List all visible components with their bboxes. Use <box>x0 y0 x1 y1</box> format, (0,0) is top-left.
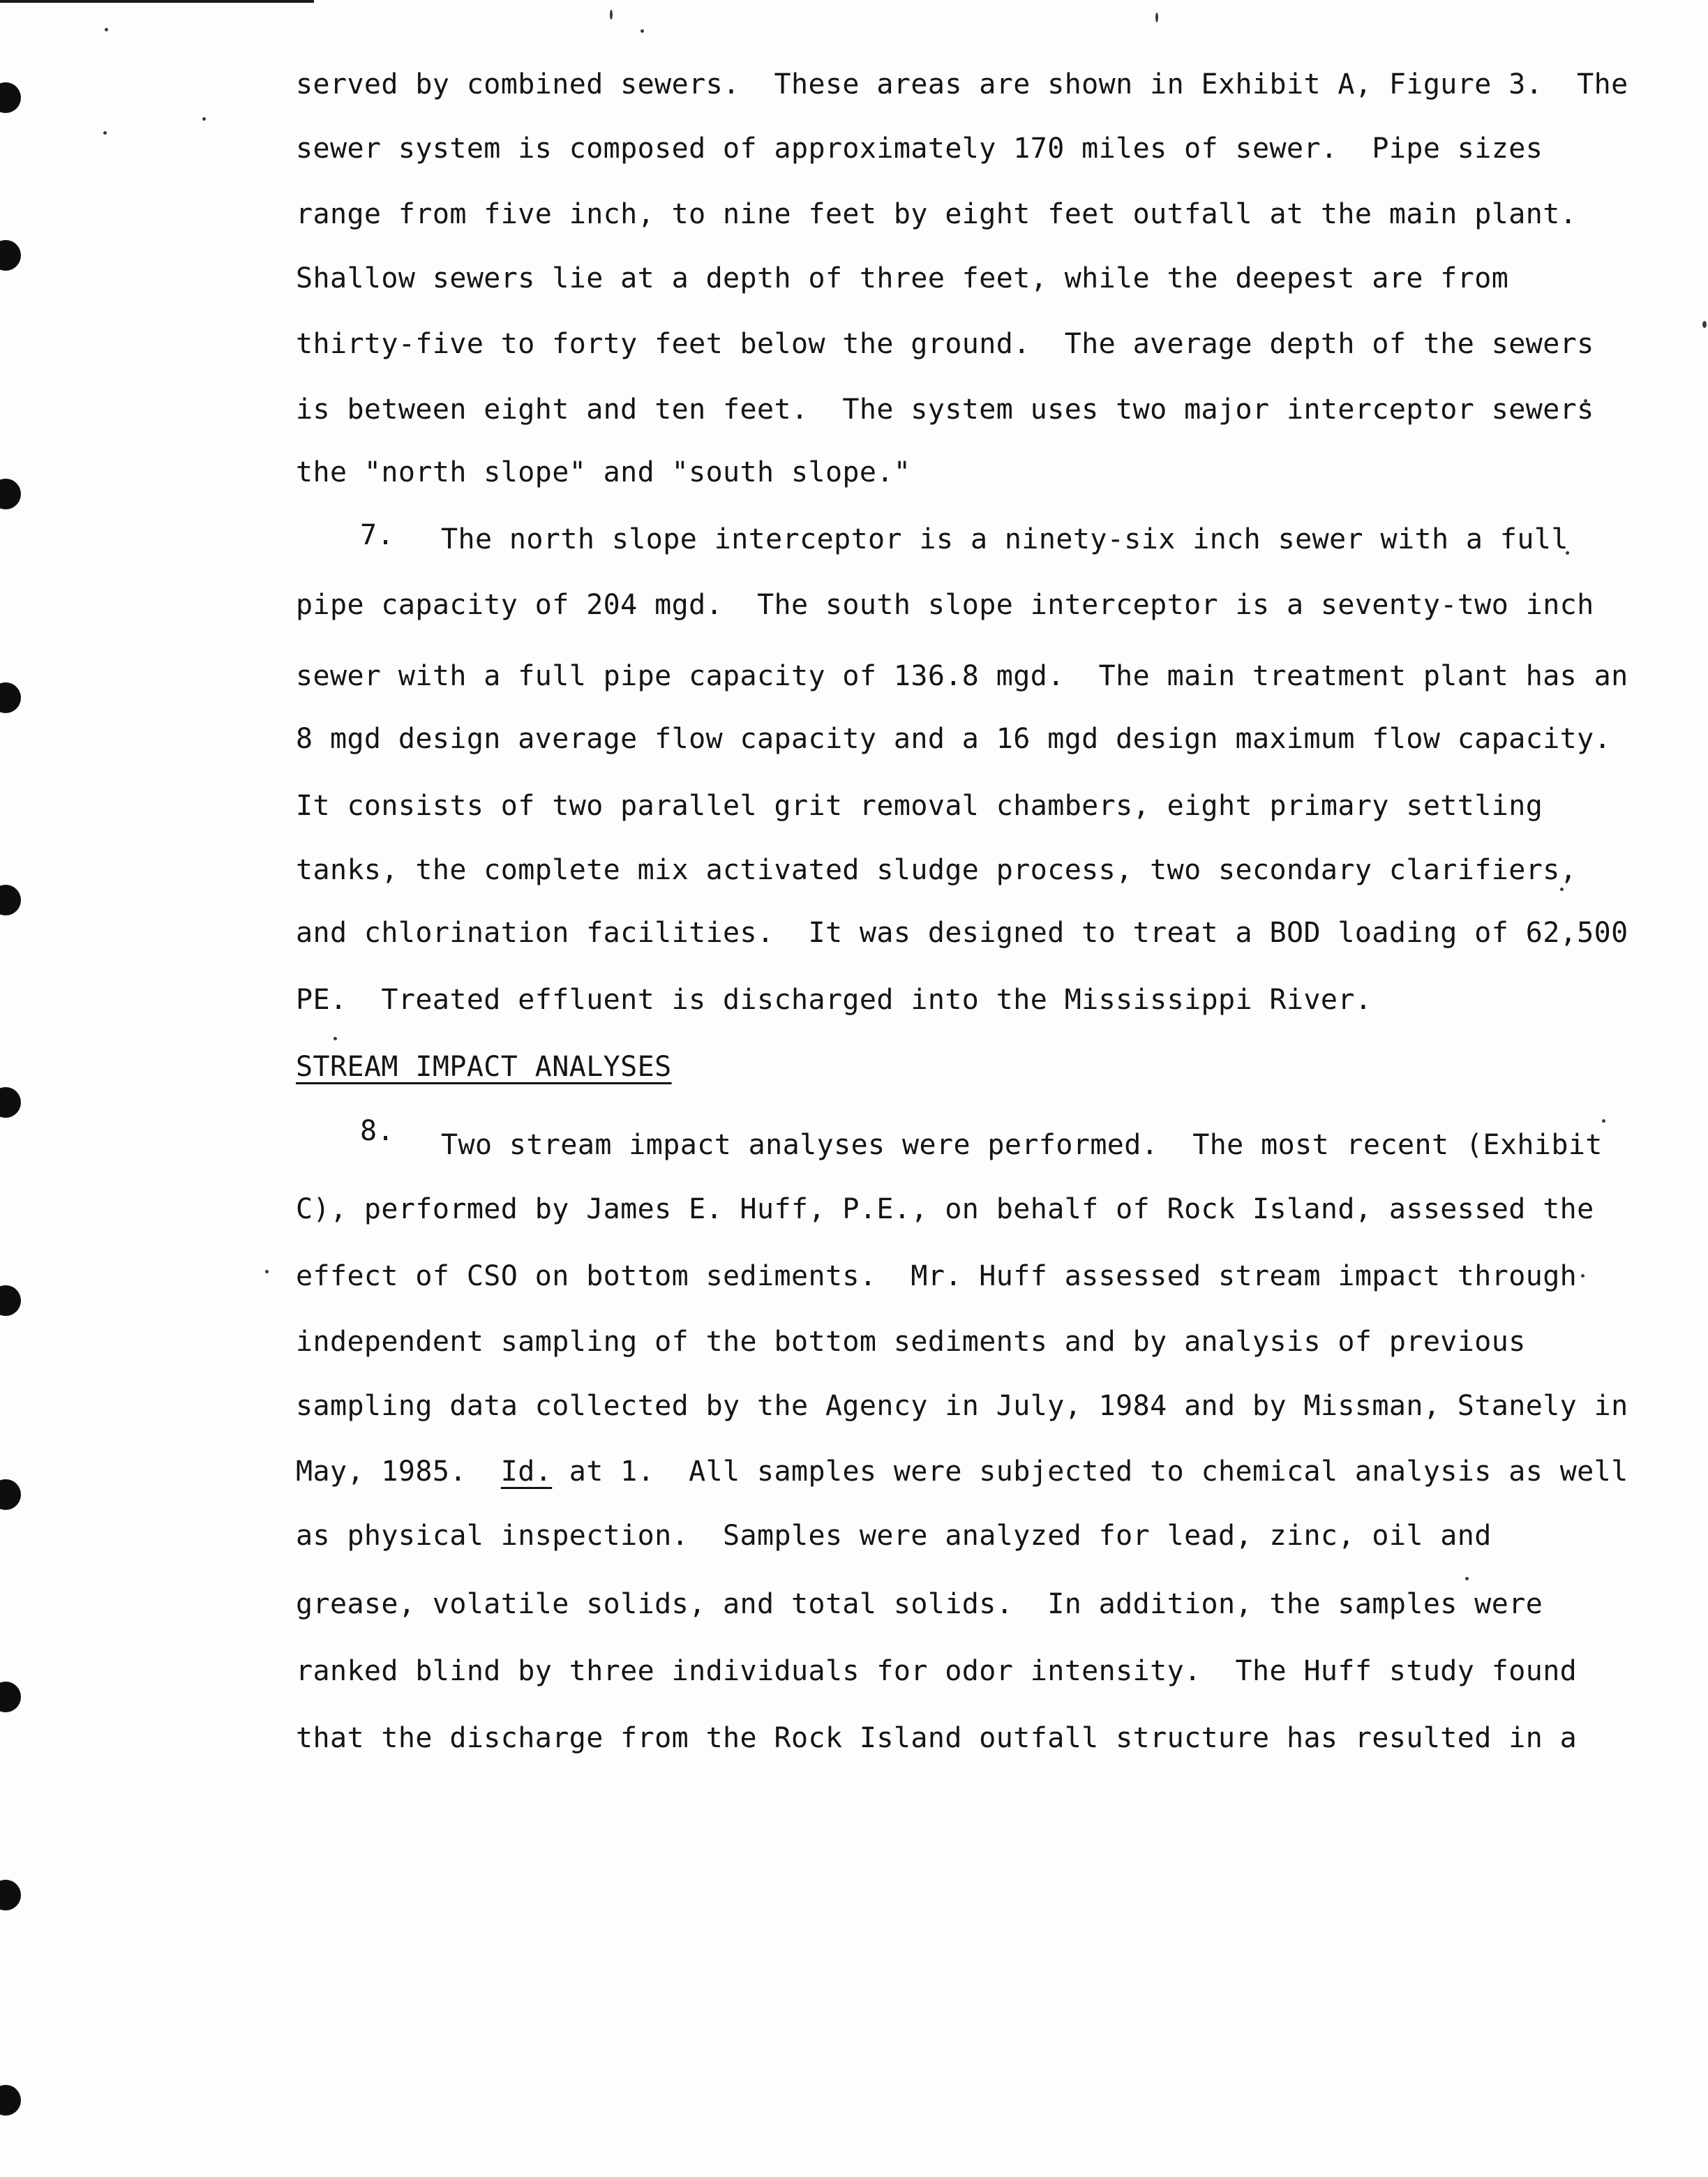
scan-speck <box>103 131 107 135</box>
body-text-line: PE. Treated effluent is discharged into the Mississippi River. <box>296 984 1372 1016</box>
punch-hole <box>0 82 21 113</box>
paragraph-number: 8. <box>360 1115 394 1147</box>
body-text-line: Shallow sewers lie at a depth of three feet, while the deepest are from <box>296 262 1509 294</box>
body-text-line: effect of CSO on bottom sediments. Mr. Huff assessed stream impact through <box>296 1260 1578 1292</box>
body-text-line: ranked blind by three individuals for odor intensity. The Huff study found <box>296 1655 1578 1687</box>
punch-hole <box>0 1087 21 1118</box>
body-text-segment: at 1. All samples were subjected to chemical analysis as well <box>552 1456 1628 1488</box>
body-text-line: thirty-five to forty feet below the ground. The average depth of the sewers <box>296 328 1594 360</box>
body-text-line: range from five inch, to nine feet by eight feet outfall at the main plant. <box>296 198 1578 230</box>
citation-id: Id. <box>500 1456 553 1488</box>
body-text-line: independent sampling of the bottom sediments and by analysis of previous <box>296 1326 1526 1358</box>
scan-speck <box>1155 13 1158 22</box>
body-text-line: served by combined sewers. These areas are shown in Exhibit A, Figure 3. The <box>296 68 1628 100</box>
scan-speck <box>105 28 108 31</box>
punch-hole <box>0 1880 21 1910</box>
top-scan-rule <box>0 0 314 3</box>
punch-hole <box>0 682 21 713</box>
scan-speck <box>334 1037 337 1040</box>
body-text-line: that the discharge from the Rock Island outfall structure has resulted in a <box>296 1722 1578 1754</box>
body-text-line: 8 mgd design average flow capacity and a 16 mgd design maximum flow capacity. <box>296 723 1612 755</box>
body-text-line: The north slope interceptor is a ninety-six inch sewer with a full <box>441 523 1568 555</box>
body-text-line: It consists of two parallel grit removal chambers, eight primary settling <box>296 790 1543 822</box>
body-text-line: tanks, the complete mix activated sludge process, two secondary clarifiers, <box>296 854 1578 886</box>
punch-hole <box>0 240 21 271</box>
body-text-line: sewer system is composed of approximately 170 miles of sewer. Pipe sizes <box>296 133 1543 165</box>
body-text-line: sewer with a full pipe capacity of 136.8 mgd. The main treatment plant has an <box>296 660 1628 692</box>
body-text-line: Two stream impact analyses were performed. The most recent (Exhibit <box>441 1129 1603 1161</box>
body-text-line: and chlorination facilities. It was designed to treat a BOD loading of 62,500 <box>296 917 1628 949</box>
punch-hole <box>0 1682 21 1712</box>
punch-hole <box>0 1285 21 1316</box>
scan-speck <box>640 29 644 33</box>
body-text-line: is between eight and ten feet. The system uses two major interceptor sewers <box>296 394 1594 426</box>
body-text-line: grease, volatile solids, and total solids. In addition, the samples were <box>296 1588 1543 1620</box>
scan-speck <box>1465 1577 1469 1580</box>
scan-speck <box>265 1270 269 1273</box>
body-text-line: as physical inspection. Samples were analyzed for lead, zinc, oil and <box>296 1520 1492 1552</box>
body-text-line: pipe capacity of 204 mgd. The south slope interceptor is a seventy-two inch <box>296 589 1594 621</box>
scan-speck <box>202 117 206 121</box>
body-text-line: sampling data collected by the Agency in July, 1984 and by Missman, Stanely in <box>296 1390 1628 1422</box>
punch-hole <box>0 885 21 915</box>
body-text-line: the "north slope" and "south slope." <box>296 456 911 488</box>
punch-hole <box>0 479 21 509</box>
body-text-line: C), performed by James E. Huff, P.E., on behalf of Rock Island, assessed the <box>296 1193 1594 1225</box>
scan-speck <box>1560 888 1564 891</box>
scan-speck <box>610 10 613 20</box>
body-text-segment: May, 1985. <box>296 1456 501 1488</box>
punch-hole <box>0 2085 21 2116</box>
punch-hole <box>0 1479 21 1510</box>
section-heading: STREAM IMPACT ANALYSES <box>296 1051 672 1083</box>
paragraph-number: 7. <box>360 519 394 551</box>
scan-speck <box>1702 321 1707 328</box>
body-text-line <box>296 1454 1628 1489</box>
